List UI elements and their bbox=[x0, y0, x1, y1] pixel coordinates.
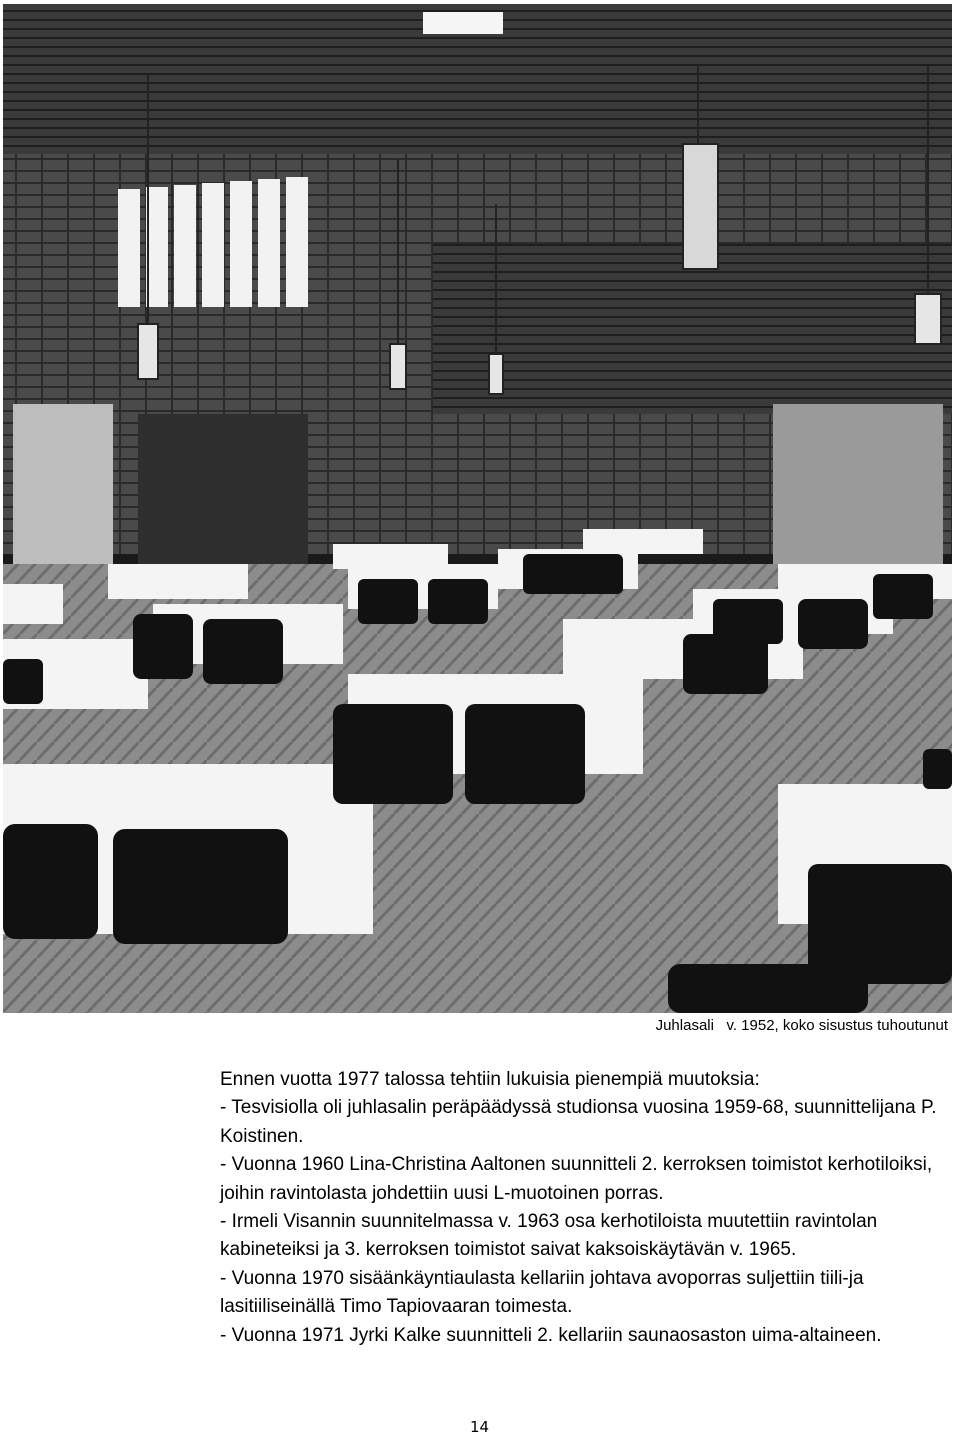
list-item: - Irmeli Visannin suunnitelmassa v. 1963 osa kerhotiloista muutettiin ravintolan kabineteiksi ja 3. kerroksen toimistot saivat kaksoiskäytävän v. 1965. bbox=[220, 1211, 878, 1261]
list-item: - Tesvisiolla oli juhlasalin peräpäädyssä studionsa vuosina 1959-68, suunnittelijana P. Koistinen. bbox=[220, 1097, 937, 1147]
right-opening bbox=[773, 404, 943, 564]
page-number: 14 bbox=[470, 1418, 490, 1436]
body-text bbox=[220, 1066, 955, 1350]
hall-photo bbox=[3, 4, 952, 1013]
side-room-opening bbox=[138, 414, 308, 584]
intro-paragraph: Ennen vuotta 1977 talossa tehtiin lukuisia pienempiä muutoksia: bbox=[220, 1069, 760, 1090]
list-item: - Vuonna 1970 sisäänkäyntiaulasta kellariin johtava avoporras suljettiin tiili-ja lasitiiliseinällä Timo Tapiovaaran toimesta. bbox=[220, 1267, 864, 1318]
clerestory-windows bbox=[118, 177, 308, 307]
list-item: - Vuonna 1971 Jyrki Kalke suunnitteli 2. kellariin saunaosaston uima-altaineen. bbox=[220, 1324, 882, 1346]
ceiling-light bbox=[423, 12, 503, 34]
list-item: - Vuonna 1960 Lina-Christina Aaltonen suunnitteli 2. kerroksen toimistot kerhotiloiksi, joihin ravintolasta johdettiin uusi L-muotoinen porras. bbox=[220, 1154, 933, 1204]
photo-caption: Juhlasali v. 1952, koko sisustus tuhoutunut bbox=[655, 1017, 948, 1034]
hall-photo-drawing bbox=[3, 4, 952, 1013]
